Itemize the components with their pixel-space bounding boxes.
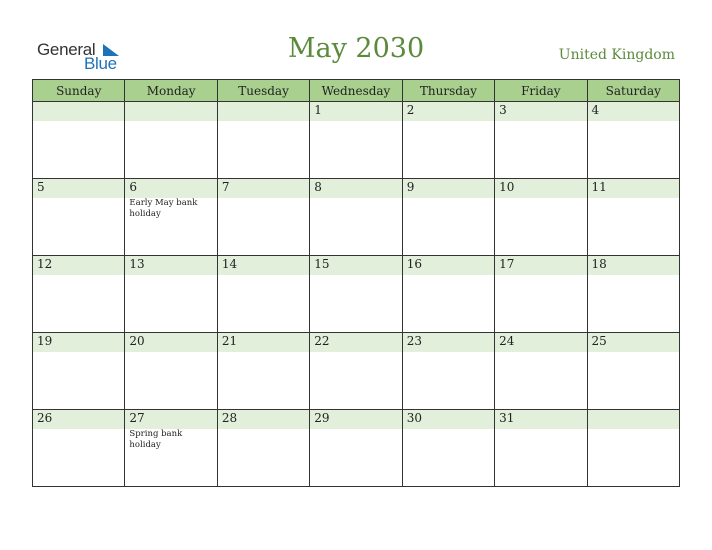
day-header-bar bbox=[403, 179, 494, 198]
day-cell bbox=[495, 410, 587, 487]
day-cell bbox=[33, 102, 125, 179]
logo-text-blue: Blue bbox=[84, 54, 117, 73]
day-cell bbox=[402, 333, 494, 410]
day-number: 12 bbox=[37, 257, 53, 271]
day-cell bbox=[587, 179, 679, 256]
day-number: 18 bbox=[591, 257, 607, 271]
day-cell bbox=[310, 179, 402, 256]
day-cell bbox=[495, 333, 587, 410]
week-row bbox=[33, 256, 680, 333]
weekday-monday: Monday bbox=[125, 80, 217, 102]
day-cell bbox=[125, 102, 217, 179]
day-cell bbox=[310, 333, 402, 410]
day-header-bar bbox=[125, 333, 216, 352]
day-number: 8 bbox=[314, 180, 322, 194]
day-header-bar bbox=[33, 102, 124, 121]
day-number: 27 bbox=[129, 411, 145, 425]
day-cell bbox=[125, 410, 217, 487]
day-cell bbox=[217, 102, 309, 179]
day-header-bar bbox=[33, 179, 124, 198]
day-header-bar bbox=[33, 410, 124, 429]
day-header-bar bbox=[495, 179, 586, 198]
week-row bbox=[33, 410, 680, 487]
day-number: 29 bbox=[314, 411, 330, 425]
day-header-bar bbox=[495, 410, 586, 429]
day-header-bar bbox=[495, 256, 586, 275]
day-header-bar bbox=[588, 333, 679, 352]
weekday-header-row bbox=[33, 80, 680, 102]
day-number: 4 bbox=[591, 103, 600, 117]
week-row bbox=[33, 102, 680, 179]
day-header-bar bbox=[310, 102, 401, 121]
day-number: 3 bbox=[499, 103, 507, 117]
day-number: 14 bbox=[221, 257, 238, 271]
day-cell bbox=[495, 179, 587, 256]
day-header-bar bbox=[495, 102, 586, 121]
day-number: 1 bbox=[314, 103, 322, 117]
weekday-saturday: Saturday bbox=[587, 80, 679, 102]
day-cell bbox=[495, 102, 587, 179]
day-header-bar bbox=[125, 256, 216, 275]
day-number: 7 bbox=[221, 180, 230, 194]
weekday-tuesday: Tuesday bbox=[217, 80, 309, 102]
holiday-label: Spring bank holiday bbox=[129, 429, 183, 450]
day-cell bbox=[495, 256, 587, 333]
day-cell bbox=[125, 333, 217, 410]
day-number: 24 bbox=[499, 334, 515, 348]
day-number: 22 bbox=[314, 334, 330, 348]
day-header-bar bbox=[125, 410, 216, 429]
day-header-bar bbox=[495, 333, 586, 352]
day-cell bbox=[33, 179, 125, 256]
day-header-bar bbox=[310, 256, 401, 275]
day-cell bbox=[402, 410, 494, 487]
day-header-bar bbox=[33, 256, 124, 275]
day-cell bbox=[217, 256, 309, 333]
day-cell bbox=[587, 333, 679, 410]
day-number: 2 bbox=[406, 103, 415, 117]
day-cell bbox=[587, 256, 679, 333]
day-cell bbox=[33, 410, 125, 487]
day-number: 17 bbox=[499, 257, 515, 271]
day-cell bbox=[125, 179, 217, 256]
day-header-bar bbox=[588, 410, 679, 429]
weekday-wednesday: Wednesday bbox=[310, 80, 402, 102]
day-header-bar bbox=[310, 410, 401, 429]
day-cell bbox=[587, 102, 679, 179]
week-row bbox=[33, 179, 680, 256]
holiday-label: Early May bank holiday bbox=[129, 198, 198, 219]
day-header-bar bbox=[403, 410, 494, 429]
day-header-bar bbox=[588, 102, 679, 121]
day-header-bar bbox=[218, 410, 309, 429]
day-header-bar bbox=[33, 333, 124, 352]
day-number: 30 bbox=[406, 411, 422, 425]
day-number: 19 bbox=[37, 334, 53, 348]
day-cell bbox=[402, 102, 494, 179]
day-number: 31 bbox=[499, 411, 515, 425]
week-row bbox=[33, 333, 680, 410]
day-number: 11 bbox=[591, 180, 607, 194]
day-header-bar bbox=[588, 179, 679, 198]
day-header-bar bbox=[403, 102, 494, 121]
day-cell bbox=[402, 256, 494, 333]
day-cell bbox=[33, 333, 125, 410]
day-number: 20 bbox=[129, 334, 145, 348]
day-number: 26 bbox=[37, 411, 53, 425]
day-number: 28 bbox=[221, 411, 238, 425]
country-label: United Kingdom bbox=[558, 47, 675, 63]
day-header-bar bbox=[310, 333, 401, 352]
day-number: 15 bbox=[314, 257, 330, 271]
day-header-bar bbox=[125, 179, 216, 198]
month-calendar bbox=[32, 79, 680, 487]
day-number: 13 bbox=[129, 257, 145, 271]
day-cell bbox=[587, 410, 679, 487]
day-header-bar bbox=[218, 256, 309, 275]
day-header-bar bbox=[218, 179, 309, 198]
day-cell bbox=[125, 256, 217, 333]
weekday-friday: Friday bbox=[495, 80, 587, 102]
weekday-thursday: Thursday bbox=[402, 80, 494, 102]
day-header-bar bbox=[403, 333, 494, 352]
day-header-bar bbox=[310, 179, 401, 198]
logo-text-general: General bbox=[37, 40, 96, 59]
day-number: 16 bbox=[406, 257, 422, 271]
day-header-bar bbox=[218, 333, 309, 352]
day-number: 6 bbox=[129, 180, 138, 194]
day-cell bbox=[310, 256, 402, 333]
day-number: 21 bbox=[221, 334, 238, 348]
day-header-bar bbox=[218, 102, 309, 121]
day-number: 10 bbox=[499, 180, 515, 194]
day-cell bbox=[33, 256, 125, 333]
day-cell bbox=[217, 179, 309, 256]
day-header-bar bbox=[588, 256, 679, 275]
weekday-sunday: Sunday bbox=[33, 80, 125, 102]
day-cell bbox=[217, 333, 309, 410]
day-header-bar bbox=[403, 256, 494, 275]
day-number: 23 bbox=[406, 334, 422, 348]
day-number: 5 bbox=[37, 180, 45, 194]
day-cell bbox=[310, 102, 402, 179]
day-number: 9 bbox=[406, 180, 415, 194]
day-cell bbox=[310, 410, 402, 487]
day-cell bbox=[217, 410, 309, 487]
calendar-title: May 2030 bbox=[287, 33, 425, 64]
day-cell bbox=[402, 179, 494, 256]
day-number: 25 bbox=[591, 334, 607, 348]
day-header-bar bbox=[125, 102, 216, 121]
